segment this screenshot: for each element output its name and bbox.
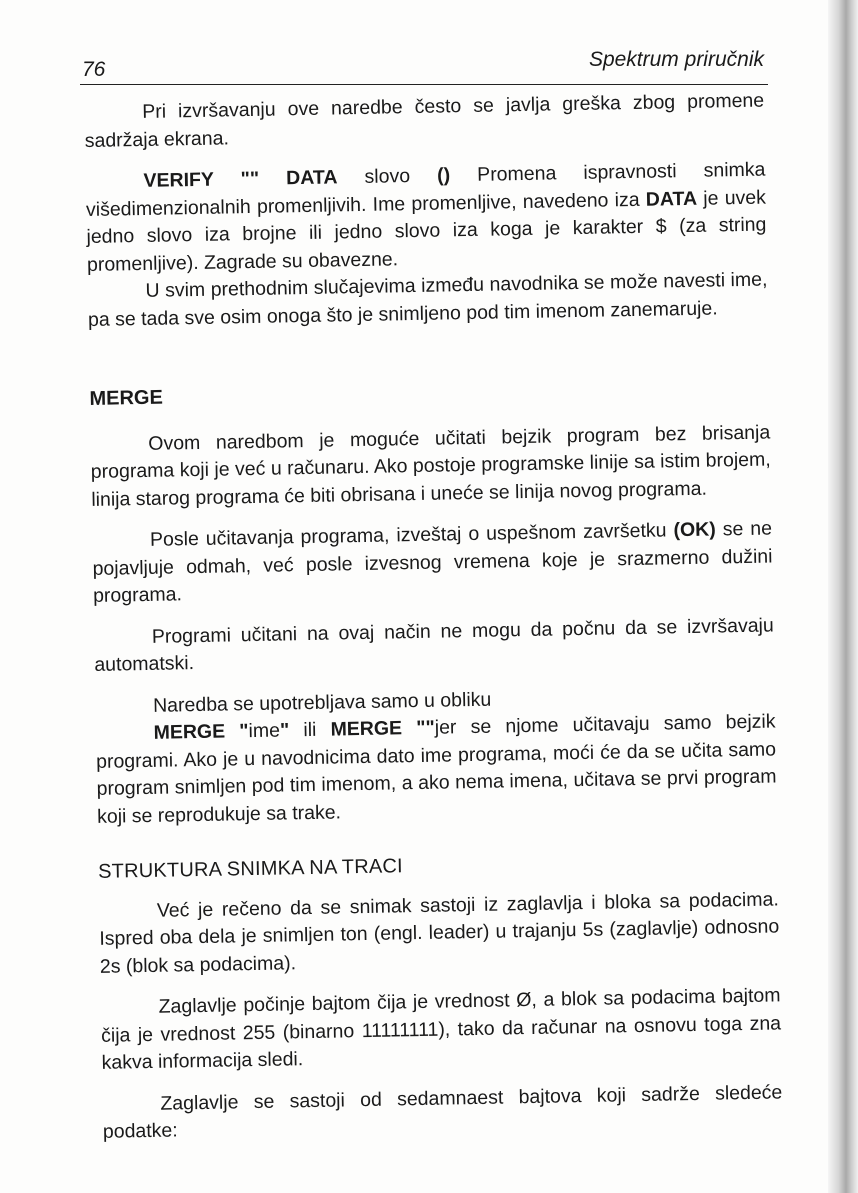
header-rule [80, 84, 768, 85]
paragraph-merge-ok [92, 515, 773, 610]
body-text [84, 88, 783, 1147]
data-keyword: DATA [645, 187, 698, 211]
verify-data-text-2: Promena ispravnosti snimka višedimenzionalnih promenljivih. Ime promenljive, navedeno iza [85, 158, 766, 221]
merge-heading: MERGE [89, 386, 164, 410]
page-number: 76 [82, 58, 106, 81]
merge-ok-text-1: Posle učitavanja programa, izveštaj o uspešnom završetku [149, 519, 674, 551]
paragraph-merge-intro: Ovom naredbom je moguće učitati bejzik program bez brisanja programa koji je već u računaru. Ako postoje programske linije sa istim brojem, linija starog programa će biti obrisana i uneće se linija novog programa. [90, 420, 771, 511]
paragraph-quotes-note: U svim prethodnim slučajevima između navodnika se može navesti ime, pa se tada sve osim onoga što je snimljeno pod tim imenom zanemaruje. [87, 268, 768, 331]
paragraph-verify-data [85, 157, 767, 279]
verify-data-text-1: slovo [337, 164, 438, 189]
paragraph-header-start: Zaglavlje počinje bajtom čija je vrednost Ø, a blok sa podacima bajtom čija je vrednost 255 (binarno 11111111), tako da računar na osnovu toga zna kakva informacija sledi. [100, 984, 782, 1074]
merge-ime-text: ime [248, 719, 281, 743]
running-head [80, 44, 768, 88]
ok-keyword: (OK) [673, 518, 716, 542]
verify-data-parens: () [436, 164, 451, 187]
merge-syntax-text: jer se njome učitavaju samo bejzik programi. Ako je u navodnicima dato ime programa, moći će da se učita samo program snimljen pod tim imenom, a ako nema imena, učitava se prvi program koji se reprodukuje sa trake. [95, 710, 777, 828]
verify-data-text-3: je uvek jedno slovo iza brojne ili jedno slovo iza koga je karakter $ (za string promenljive). Zagrade su obavezne. [86, 186, 767, 276]
paragraph-struktura-intro: Već je rečeno da se snimak sastoji iz zaglavlja i bloka sa podacima. Ispred oba dela je snimljen ton (engl. leader) u trajanju 5s (zaglavlje) odnosno 2s (blok sa podacima). [99, 887, 780, 978]
paragraph-header-bytes: Zaglavlje se sastoji od sedamnaest bajtova koji sadrže sledeće podatke: [102, 1080, 783, 1143]
struktura-heading: STRUKTURA SNIMKA NA TRACI [97, 855, 403, 883]
paragraph-verify-intro: Pri izvršavanju ove naredbe često se javlja greška zbog promene sadržaja ekrana. [84, 89, 765, 152]
merge-keyword-2: MERGE "" [330, 716, 435, 741]
scan-edge-shadow [828, 0, 858, 1193]
merge-closing-quote: " [279, 719, 290, 742]
paragraph-merge-usage: Naredba se upotrebljava samo u obliku [152, 688, 492, 717]
merge-ili-text: ili [289, 718, 331, 742]
paragraph-merge-syntax [95, 708, 777, 830]
merge-keyword-1: MERGE " [153, 720, 249, 744]
verify-data-keyword: VERIFY "" DATA [143, 166, 338, 192]
book-title: Spektrum priručnik [588, 48, 764, 71]
paragraph-merge-autostart: Programi učitani na ovaj način ne mogu da počnu da se izvršavaju automatski. [94, 613, 774, 676]
merge-ok-text-2: se ne pojavljuje odmah, već posle izvesnog vremena koje je srazmerno dužini programa. [92, 517, 773, 607]
